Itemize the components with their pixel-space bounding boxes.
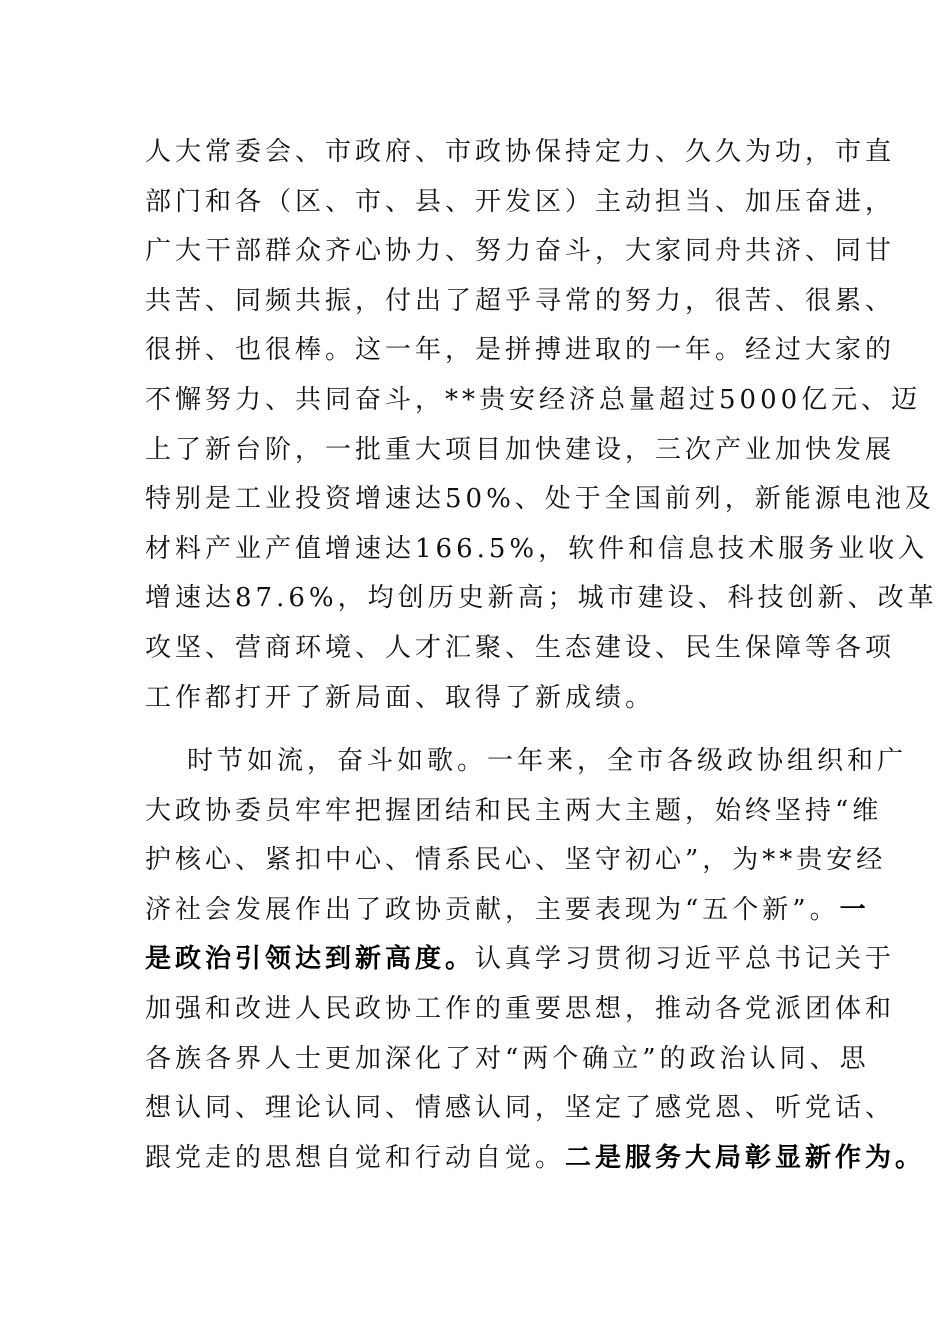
text-line (145, 674, 835, 724)
text-line (145, 1134, 926, 1184)
text-segment: 不懈努力、共同奋斗，**贵安经济总量超过5000亿元、迈 (145, 384, 922, 415)
text-segment: 广大干部群众齐心协力、努力奋斗，大家同舟共济、同甘 (145, 236, 896, 267)
text-segment: 共苦、同频共振，付出了超乎寻常的努力，很苦、很累、 (145, 285, 896, 316)
text-line (145, 574, 938, 624)
text-line (145, 475, 935, 525)
text-segment: 加强和改进人民政协工作的重要思想，推动各党派团体和 (145, 993, 896, 1024)
text-segment: 人大常委会、市政府、市政协保持定力、久久为功，市直 (145, 137, 896, 167)
text-segment: 特别是工业投资增速达50%、处于全国前列，新能源电池及 (145, 484, 935, 515)
text-line (145, 624, 896, 674)
text-segment: 部门和各（区、市、县、开发区）主动担当、加压奋进， (145, 186, 896, 217)
text-segment: 跟党走的思想自觉和行动自觉。 (145, 1142, 566, 1173)
text-line (145, 737, 908, 787)
text-segment: 各族各界人士更加深化了对“两个确立”的政治认同、思 (145, 1043, 870, 1074)
text-segment: 材料产业产值增速达166.5%，软件和信息技术服务业收入 (145, 533, 929, 564)
text-segment: 认真学习贯彻习近平总书记关于 (475, 944, 896, 975)
text-segment: 工作都打开了新局面、取得了新成绩。 (145, 682, 656, 713)
text-line (145, 525, 929, 575)
text-line (145, 376, 922, 426)
text-line (145, 886, 870, 936)
text-line (145, 277, 896, 327)
bold-text-segment: 二是服务大局彰显新作为。 (565, 1142, 926, 1173)
text-line (145, 326, 896, 376)
text-line (145, 426, 896, 476)
text-segment: 想认同、理论认同、情感认同，坚定了感党恩、听党话、 (145, 1093, 896, 1124)
text-line (145, 985, 896, 1035)
text-line (145, 178, 896, 228)
bold-text-segment: 是政治引领达到新高度。 (145, 944, 476, 975)
text-segment: 增速达87.6%，均创历史新高；城市建设、科技创新、改革 (145, 583, 938, 614)
text-segment: 很拼、也很棒。这一年，是拼搏进取的一年。经过大家的 (145, 335, 896, 366)
paragraph-1 (145, 128, 938, 723)
text-line (145, 787, 883, 837)
text-segment: 时节如流，奋斗如歌。一年来，全市各级政协组织和广 (187, 746, 908, 776)
text-line (145, 836, 887, 886)
text-segment: 上了新台阶，一批重大项目加快建设，三次产业加快发展 (145, 434, 896, 465)
text-line (145, 935, 896, 985)
text-line (145, 128, 896, 178)
text-segment: 攻坚、营商环境、人才汇聚、生态建设、民生保障等各项 (145, 632, 896, 663)
bold-text-segment: 一 (839, 894, 870, 925)
text-line (145, 227, 896, 277)
text-segment: 护核心、紧扣中心、情系民心、坚守初心”，为**贵安经 (145, 845, 887, 876)
text-line (145, 1084, 896, 1134)
paragraph-2 (145, 737, 926, 1183)
text-segment: 大政协委员牢牢把握团结和民主两大主题，始终坚持“维 (145, 795, 883, 826)
text-line (145, 1035, 870, 1085)
text-segment: 济社会发展作出了政协贡献，主要表现为“五个新”。 (145, 894, 840, 925)
